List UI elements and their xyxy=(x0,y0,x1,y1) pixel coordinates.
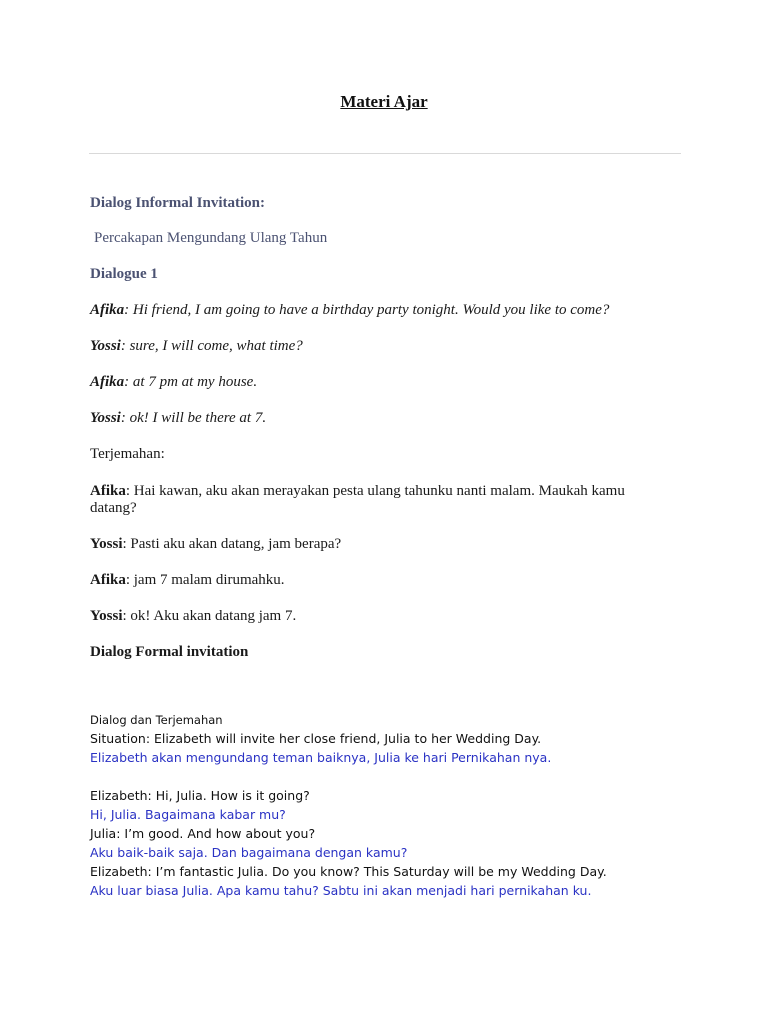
line-text: : Hai kawan, aku akan merayakan pesta ulang tahunku nanti malam. Maukah kamu datang? xyxy=(90,483,625,516)
line-text: : ok! I will be there at 7. xyxy=(120,410,267,426)
heading-informal-invitation: Dialog Informal Invitation: xyxy=(90,195,266,211)
situation-english: Situation: Elizabeth will invite her close friend, Julia to her Wedding Day. xyxy=(90,731,542,746)
dialogue-line xyxy=(90,338,650,355)
heading-formal-invitation: Dialog Formal invitation xyxy=(90,644,249,660)
formal-line-id: Hi, Julia. Bagaimana kabar mu? xyxy=(90,807,286,822)
translation-label: Terjemahan: xyxy=(90,446,165,462)
page-title: Materi Ajar xyxy=(340,92,428,111)
horizontal-divider xyxy=(89,153,681,154)
dialogue1-heading: Dialogue 1 xyxy=(90,266,158,282)
line-text: : sure, I will come, what time? xyxy=(120,338,303,354)
line-text: : at 7 pm at my house. xyxy=(124,374,258,390)
dialogue-line xyxy=(90,410,650,427)
speaker-name: Afika xyxy=(90,483,126,499)
speaker-name: Yossi xyxy=(90,608,123,624)
formal-line-id: Aku luar biasa Julia. Apa kamu tahu? Sabtu ini akan menjadi hari pernikahan ku. xyxy=(90,883,592,898)
translation-line xyxy=(90,572,650,589)
speaker-name: Yossi xyxy=(90,536,123,552)
speaker-name: Afika xyxy=(90,374,125,390)
speaker-name: Afika xyxy=(90,302,125,318)
translation-line xyxy=(90,608,650,625)
speaker-name: Afika xyxy=(90,572,126,588)
speaker-name: Yossi xyxy=(90,410,121,426)
dialogue-line xyxy=(90,374,650,391)
speaker-name: Yossi xyxy=(90,338,121,354)
dialogue-line xyxy=(90,302,650,319)
line-text: : Hi friend, I am going to have a birthday party tonight. Would you like to come? xyxy=(124,302,610,318)
formal-line-id: Aku baik-baik saja. Dan bagaimana dengan kamu? xyxy=(90,845,408,860)
line-text: : ok! Aku akan datang jam 7. xyxy=(122,608,297,624)
formal-section-label: Dialog dan Terjemahan xyxy=(90,713,223,727)
formal-line-en: Julia: I’m good. And how about you? xyxy=(90,826,316,841)
line-text: : Pasti aku akan datang, jam berapa? xyxy=(122,536,342,552)
formal-line-en: Elizabeth: I’m fantastic Julia. Do you know? This Saturday will be my Wedding Day. xyxy=(90,864,607,879)
situation-translation: Elizabeth akan mengundang teman baiknya, Julia ke hari Pernikahan nya. xyxy=(90,750,552,765)
formal-line-en: Elizabeth: Hi, Julia. How is it going? xyxy=(90,788,310,803)
translation-line xyxy=(90,536,650,553)
subheading-informal: Percakapan Mengundang Ulang Tahun xyxy=(94,230,328,246)
translation-line xyxy=(90,483,650,517)
line-text: : jam 7 malam dirumahku. xyxy=(125,572,285,588)
